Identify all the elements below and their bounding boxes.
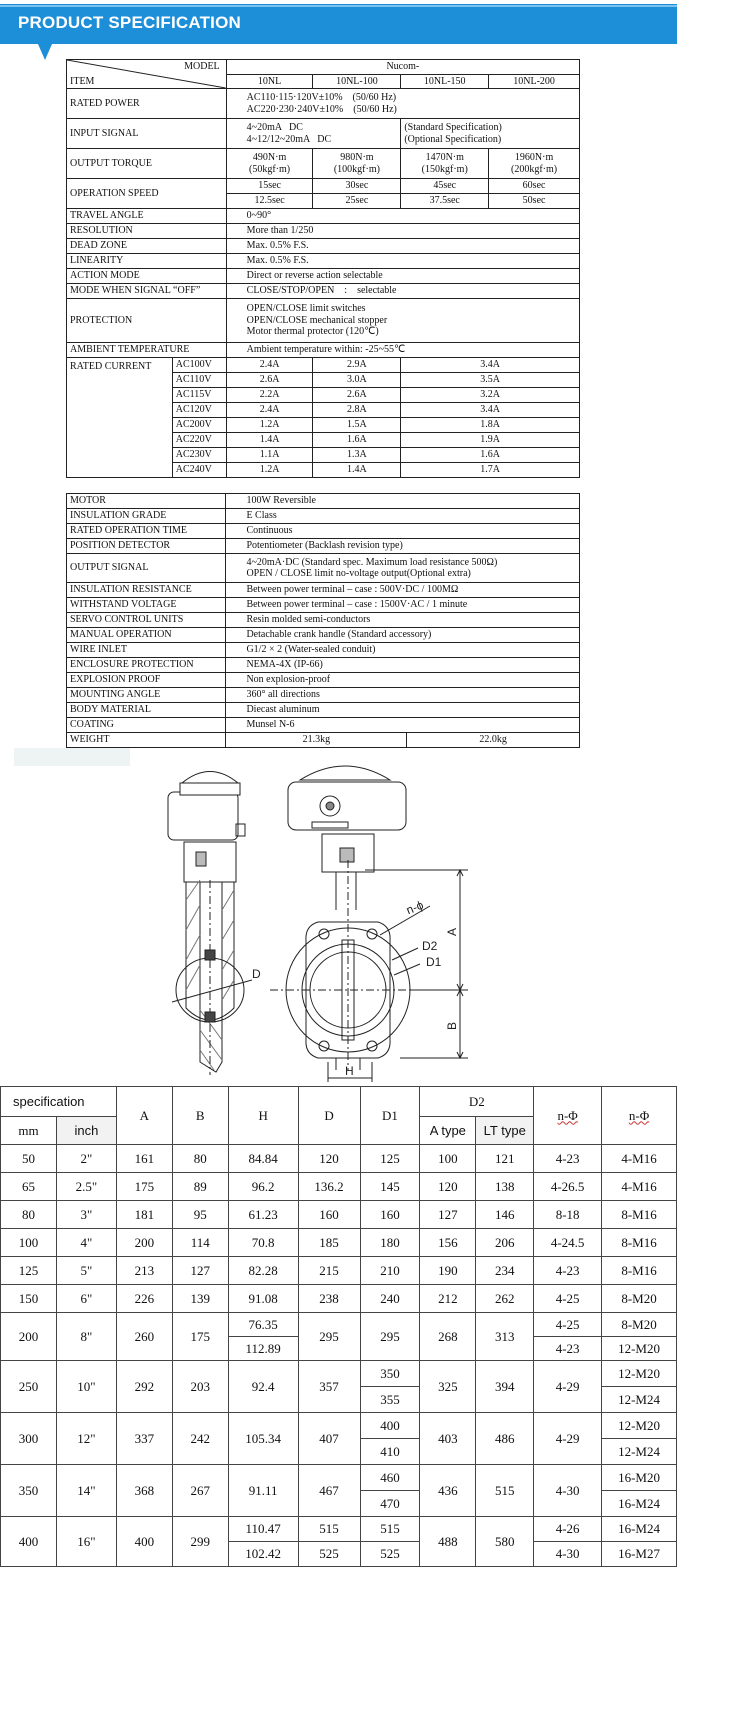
spec-value: Between power terminal – case : 500V·DC / 100MΩ — [226, 583, 580, 598]
cell-mm: 400 — [1, 1517, 57, 1567]
cell-nphi2: 12-M20 — [602, 1413, 677, 1439]
weight-value: 21.3kg — [226, 733, 407, 748]
cell-h: 70.8 — [228, 1229, 298, 1257]
cell-nphi1: 4-23 — [534, 1257, 602, 1285]
cell-d: 295 — [298, 1313, 360, 1361]
cell-h: 84.84 — [228, 1145, 298, 1173]
cell-b: 267 — [172, 1465, 228, 1517]
mode-off-label: MODE WHEN SIGNAL “OFF” — [67, 284, 227, 299]
input-signal-label: INPUT SIGNAL — [67, 119, 227, 149]
cell-nphi2: 8-M16 — [602, 1257, 677, 1285]
spec-label: ENCLOSURE PROTECTION — [67, 658, 226, 673]
voltage-label: AC200V — [172, 418, 226, 433]
cell-a: 213 — [116, 1257, 172, 1285]
nphi1-text: n-Φ — [557, 1107, 578, 1123]
speed-value: 45sec — [401, 179, 489, 194]
dead-zone-value: Max. 0.5% F.S. — [226, 239, 579, 254]
speed-value: 25sec — [313, 194, 401, 209]
header-banner — [0, 0, 677, 44]
spec-value: Continuous — [226, 524, 580, 539]
cell-lt-type: 580 — [476, 1517, 534, 1567]
current-value: 1.8A — [401, 418, 580, 433]
spec-value: Non explosion-proof — [226, 673, 580, 688]
cell-a: 337 — [116, 1413, 172, 1465]
cell-d1: 160 — [360, 1201, 420, 1229]
cell-a: 260 — [116, 1313, 172, 1361]
current-value: 2.4A — [226, 358, 313, 373]
spec-value: 4~20mA·DC (Standard spec. Maximum load resistance 500Ω) OPEN / CLOSE limit no-voltage output(Optional extra) — [226, 554, 580, 583]
cell-lt-type: 146 — [476, 1201, 534, 1229]
cell-nphi2: 8-M16 — [602, 1201, 677, 1229]
cell-d: 185 — [298, 1229, 360, 1257]
cell-a-type: 268 — [420, 1313, 476, 1361]
voltage-label: AC110V — [172, 373, 226, 388]
cell-a-type: 190 — [420, 1257, 476, 1285]
cell-d1: 400 — [360, 1413, 420, 1439]
cell-nphi2: 4-M16 — [602, 1145, 677, 1173]
cell-d: 357 — [298, 1361, 360, 1413]
mm-header: mm — [1, 1117, 57, 1145]
cell-nphi1: 4-24.5 — [534, 1229, 602, 1257]
cell-nphi2: 16-M24 — [602, 1517, 677, 1542]
cell-b: 139 — [172, 1285, 228, 1313]
cell-d1: 180 — [360, 1229, 420, 1257]
current-value: 2.8A — [313, 403, 401, 418]
cell-b: 299 — [172, 1517, 228, 1567]
cell-nphi1: 4-30 — [534, 1465, 602, 1517]
table-row — [1, 1313, 677, 1337]
voltage-label: AC230V — [172, 448, 226, 463]
cell-inch: 8" — [56, 1313, 116, 1361]
current-value: 1.2A — [226, 418, 313, 433]
current-value: 1.4A — [313, 463, 401, 478]
torque-value: 980N·m (100kgf·m) — [313, 149, 401, 179]
spec-value: E Class — [226, 509, 580, 524]
speed-value: 12.5sec — [226, 194, 313, 209]
table-row — [1, 1361, 677, 1387]
a-type-header: A type — [420, 1117, 476, 1145]
cell-d: 407 — [298, 1413, 360, 1465]
rated-power-label: RATED POWER — [67, 89, 227, 119]
cell-a-type: 156 — [420, 1229, 476, 1257]
spec-value: Detachable crank handle (Standard accessory) — [226, 628, 580, 643]
cell-mm: 125 — [1, 1257, 57, 1285]
cell-b: 127 — [172, 1257, 228, 1285]
model-name: 10NL-200 — [489, 74, 580, 89]
cell-d: 525 — [298, 1542, 360, 1567]
model-label: MODEL — [184, 61, 220, 72]
cell-nphi1: 4-26 — [534, 1517, 602, 1542]
ambient-value: Ambient temperature within: -25~55℃ — [226, 343, 579, 358]
lt-type-header: LT type — [476, 1117, 534, 1145]
cell-lt-type: 486 — [476, 1413, 534, 1465]
nphi2-text: n-Φ — [628, 1107, 650, 1123]
current-value: 1.6A — [401, 448, 580, 463]
spec-label: MOUNTING ANGLE — [67, 688, 226, 703]
cell-a-type: 403 — [420, 1413, 476, 1465]
dim-d-label: D — [252, 967, 261, 981]
cell-d1: 240 — [360, 1285, 420, 1313]
table-row — [1, 1413, 677, 1439]
speed-value: 50sec — [489, 194, 580, 209]
current-value: 2.2A — [226, 388, 313, 403]
table-row — [1, 1517, 677, 1542]
cell-d1: 145 — [360, 1173, 420, 1201]
spec-table-secondary — [66, 493, 580, 748]
dimension-table — [0, 1086, 677, 1567]
cell-b: 95 — [172, 1201, 228, 1229]
cell-d1: 460 — [360, 1465, 420, 1491]
current-value: 2.6A — [226, 373, 313, 388]
cell-h: 112.89 — [228, 1337, 298, 1361]
spec-label: INSULATION RESISTANCE — [67, 583, 226, 598]
cell-nphi2: 12-M24 — [602, 1439, 677, 1465]
cell-inch: 5" — [56, 1257, 116, 1285]
cell-inch: 2.5" — [56, 1173, 116, 1201]
inch-header: inch — [56, 1117, 116, 1145]
table-row — [1, 1285, 677, 1313]
cell-h: 61.23 — [228, 1201, 298, 1229]
cell-d: 238 — [298, 1285, 360, 1313]
cell-lt-type: 234 — [476, 1257, 534, 1285]
spec-label: WITHSTAND VOLTAGE — [67, 598, 226, 613]
cell-inch: 10" — [56, 1361, 116, 1413]
col-b-header: B — [172, 1087, 228, 1145]
cell-nphi1: 4-29 — [534, 1413, 602, 1465]
cell-nphi2: 8-M16 — [602, 1229, 677, 1257]
cell-inch: 12" — [56, 1413, 116, 1465]
cell-d: 467 — [298, 1465, 360, 1517]
spec-value: 100W Reversible — [226, 494, 580, 509]
cell-a: 292 — [116, 1361, 172, 1413]
cell-nphi1: 4-25 — [534, 1313, 602, 1337]
cell-d: 120 — [298, 1145, 360, 1173]
cell-d1: 470 — [360, 1491, 420, 1517]
table-row — [1, 1465, 677, 1491]
cell-nphi2: 8-M20 — [602, 1313, 677, 1337]
col-h-header: H — [228, 1087, 298, 1145]
cell-inch: 14" — [56, 1465, 116, 1517]
spec-label: RATED OPERATION TIME — [67, 524, 226, 539]
spec-table-main — [66, 59, 580, 478]
cell-d1: 410 — [360, 1439, 420, 1465]
cell-lt-type: 138 — [476, 1173, 534, 1201]
n-phi-label: n-ϕ — [404, 897, 426, 918]
input-signal-note: (Standard Specification) (Optional Specification) — [401, 119, 580, 149]
current-value: 1.5A — [313, 418, 401, 433]
output-torque-label: OUTPUT TORQUE — [67, 149, 227, 179]
valve-drawing — [0, 748, 677, 1083]
voltage-label: AC120V — [172, 403, 226, 418]
dim-h-label: H — [345, 1064, 354, 1078]
cell-d1: 515 — [360, 1517, 420, 1542]
dim-b-label: B — [445, 1021, 459, 1030]
torque-value: 490N·m (50kgf·m) — [226, 149, 313, 179]
cell-nphi1: 8-18 — [534, 1201, 602, 1229]
dead-zone-label: DEAD ZONE — [67, 239, 227, 254]
rated-current-label: RATED CURRENT — [67, 358, 173, 478]
protection-label: PROTECTION — [67, 299, 227, 343]
current-value: 1.6A — [313, 433, 401, 448]
cell-mm: 250 — [1, 1361, 57, 1413]
dim-a-label: A — [445, 927, 459, 936]
current-value: 2.6A — [313, 388, 401, 403]
current-value: 1.1A — [226, 448, 313, 463]
spec-value: Resin molded semi-conductors — [226, 613, 580, 628]
cell-d: 215 — [298, 1257, 360, 1285]
spec-value: Between power terminal – case : 1500V·AC / 1 minute — [226, 598, 580, 613]
torque-value: 1470N·m (150kgf·m) — [401, 149, 489, 179]
rated-power-value: AC110·115·120V±10% (50/60 Hz) AC220·230·240V±10% (50/60 Hz) — [226, 89, 579, 119]
cell-nphi1: 4-23 — [534, 1337, 602, 1361]
input-signal-value: 4~20mA DC 4~12/12~20mA DC — [226, 119, 401, 149]
spec-label: OUTPUT SIGNAL — [67, 554, 226, 583]
cell-b: 175 — [172, 1313, 228, 1361]
cell-h: 105.34 — [228, 1413, 298, 1465]
spec-label: INSULATION GRADE — [67, 509, 226, 524]
cell-a-type: 212 — [420, 1285, 476, 1313]
front-view — [270, 766, 468, 1082]
cell-d1: 295 — [360, 1313, 420, 1361]
table-row — [1, 1201, 677, 1229]
cell-h: 82.28 — [228, 1257, 298, 1285]
cell-mm: 80 — [1, 1201, 57, 1229]
table-row — [1, 1145, 677, 1173]
cell-b: 89 — [172, 1173, 228, 1201]
cell-nphi1: 4-29 — [534, 1361, 602, 1413]
spec-value: NEMA-4X (IP-66) — [226, 658, 580, 673]
weight-value: 22.0kg — [407, 733, 580, 748]
cell-a-type: 127 — [420, 1201, 476, 1229]
linearity-label: LINEARITY — [67, 254, 227, 269]
cell-inch: 16" — [56, 1517, 116, 1567]
voltage-label: AC100V — [172, 358, 226, 373]
torque-value: 1960N·m (200kgf·m) — [489, 149, 580, 179]
spec-label: SERVO CONTROL UNITS — [67, 613, 226, 628]
cell-b: 242 — [172, 1413, 228, 1465]
cell-lt-type: 515 — [476, 1465, 534, 1517]
cell-nphi2: 8-M20 — [602, 1285, 677, 1313]
cell-lt-type: 206 — [476, 1229, 534, 1257]
cell-inch: 4" — [56, 1229, 116, 1257]
speed-value: 37.5sec — [401, 194, 489, 209]
cell-h: 91.11 — [228, 1465, 298, 1517]
table-row — [1, 1173, 677, 1201]
current-value: 3.5A — [401, 373, 580, 388]
cell-d1: 355 — [360, 1387, 420, 1413]
cell-a: 226 — [116, 1285, 172, 1313]
cell-a: 400 — [116, 1517, 172, 1567]
cell-lt-type: 262 — [476, 1285, 534, 1313]
cell-b: 203 — [172, 1361, 228, 1413]
cell-nphi1: 4-23 — [534, 1145, 602, 1173]
cell-d1: 125 — [360, 1145, 420, 1173]
dim-d2-label: D2 — [422, 939, 438, 953]
voltage-label: AC240V — [172, 463, 226, 478]
cell-a: 200 — [116, 1229, 172, 1257]
cell-d: 136.2 — [298, 1173, 360, 1201]
resolution-label: RESOLUTION — [67, 224, 227, 239]
table-row — [1, 1257, 677, 1285]
action-mode-value: Direct or reverse action selectable — [226, 269, 579, 284]
model-item-header — [67, 60, 227, 89]
cell-inch: 3" — [56, 1201, 116, 1229]
voltage-label: AC220V — [172, 433, 226, 448]
linearity-value: Max. 0.5% F.S. — [226, 254, 579, 269]
model-name: 10NL — [226, 74, 313, 89]
current-value: 2.9A — [313, 358, 401, 373]
col-nphi2-header — [602, 1087, 677, 1145]
current-value: 3.0A — [313, 373, 401, 388]
cell-d1: 350 — [360, 1361, 420, 1387]
ambient-label: AMBIENT TEMPERATURE — [67, 343, 227, 358]
cell-a-type: 488 — [420, 1517, 476, 1567]
spec-label: WIRE INLET — [67, 643, 226, 658]
cell-a: 161 — [116, 1145, 172, 1173]
current-value: 1.7A — [401, 463, 580, 478]
cell-mm: 300 — [1, 1413, 57, 1465]
table-row — [1, 1229, 677, 1257]
cell-a-type: 100 — [420, 1145, 476, 1173]
cell-h: 110.47 — [228, 1517, 298, 1542]
spec-label: POSITION DETECTOR — [67, 539, 226, 554]
cell-a-type: 325 — [420, 1361, 476, 1413]
cell-mm: 200 — [1, 1313, 57, 1361]
cell-nphi2: 12-M20 — [602, 1337, 677, 1361]
cell-mm: 150 — [1, 1285, 57, 1313]
cell-b: 114 — [172, 1229, 228, 1257]
cell-a: 175 — [116, 1173, 172, 1201]
current-value: 3.4A — [401, 358, 580, 373]
cell-lt-type: 394 — [476, 1361, 534, 1413]
model-name: 10NL-150 — [401, 74, 489, 89]
cell-b: 80 — [172, 1145, 228, 1173]
cell-nphi2: 4-M16 — [602, 1173, 677, 1201]
cell-h: 92.4 — [228, 1361, 298, 1413]
model-name: 10NL-100 — [313, 74, 401, 89]
cell-lt-type: 121 — [476, 1145, 534, 1173]
spec-label: MOTOR — [67, 494, 226, 509]
cell-nphi1: 4-25 — [534, 1285, 602, 1313]
cell-h: 96.2 — [228, 1173, 298, 1201]
spec-label: EXPLOSION PROOF — [67, 673, 226, 688]
current-value: 1.3A — [313, 448, 401, 463]
cell-d1: 210 — [360, 1257, 420, 1285]
mode-off-value: CLOSE/STOP/OPEN : selectable — [226, 284, 579, 299]
cell-nphi2: 12-M20 — [602, 1361, 677, 1387]
col-d1-header: D1 — [360, 1087, 420, 1145]
action-mode-label: ACTION MODE — [67, 269, 227, 284]
spec-label: BODY MATERIAL — [67, 703, 226, 718]
cell-a-type: 120 — [420, 1173, 476, 1201]
current-value: 3.4A — [401, 403, 580, 418]
cell-h: 102.42 — [228, 1542, 298, 1567]
col-a-header: A — [116, 1087, 172, 1145]
cell-nphi2: 16-M20 — [602, 1465, 677, 1491]
spec-value: Potentiometer (Backlash revision type) — [226, 539, 580, 554]
speed-value: 30sec — [313, 179, 401, 194]
cell-mm: 100 — [1, 1229, 57, 1257]
cell-d1: 525 — [360, 1542, 420, 1567]
cell-a: 181 — [116, 1201, 172, 1229]
current-value: 1.4A — [226, 433, 313, 448]
protection-value: OPEN/CLOSE limit switches OPEN/CLOSE mechanical stopper Motor thermal protector (120℃) — [226, 299, 579, 343]
current-value: 1.2A — [226, 463, 313, 478]
cell-nphi2: 16-M27 — [602, 1542, 677, 1567]
spec-value: Diecast aluminum — [226, 703, 580, 718]
current-value: 2.4A — [226, 403, 313, 418]
cell-lt-type: 313 — [476, 1313, 534, 1361]
cell-a-type: 436 — [420, 1465, 476, 1517]
cell-inch: 2" — [56, 1145, 116, 1173]
cell-nphi2: 16-M24 — [602, 1491, 677, 1517]
side-view — [168, 772, 252, 1076]
resolution-value: More than 1/250 — [226, 224, 579, 239]
spec-label: COATING — [67, 718, 226, 733]
dim-d1-label: D1 — [426, 955, 442, 969]
speed-value: 15sec — [226, 179, 313, 194]
col-nphi1-header — [534, 1087, 602, 1145]
operation-speed-label: OPERATION SPEED — [67, 179, 227, 209]
cell-d: 160 — [298, 1201, 360, 1229]
cell-a: 368 — [116, 1465, 172, 1517]
col-d2-header: D2 — [420, 1087, 534, 1117]
speed-value: 60sec — [489, 179, 580, 194]
col-d-header: D — [298, 1087, 360, 1145]
spec-label: MANUAL OPERATION — [67, 628, 226, 643]
current-value: 3.2A — [401, 388, 580, 403]
travel-angle-label: TRAVEL ANGLE — [67, 209, 227, 224]
banner-pointer — [38, 44, 52, 60]
spec-header: specification — [1, 1087, 117, 1117]
weight-label: WEIGHT — [67, 733, 226, 748]
travel-angle-value: 0~90° — [226, 209, 579, 224]
page-title: PRODUCT SPECIFICATION — [18, 13, 242, 32]
cell-d: 515 — [298, 1517, 360, 1542]
item-label: ITEM — [70, 75, 95, 87]
series-name: Nucom- — [226, 60, 579, 75]
cell-nphi1: 4-26.5 — [534, 1173, 602, 1201]
spec-value: G1/2 × 2 (Water-sealed conduit) — [226, 643, 580, 658]
cell-mm: 350 — [1, 1465, 57, 1517]
cell-h: 76.35 — [228, 1313, 298, 1337]
cell-nphi2: 12-M24 — [602, 1387, 677, 1413]
cell-mm: 50 — [1, 1145, 57, 1173]
voltage-label: AC115V — [172, 388, 226, 403]
cell-nphi1: 4-30 — [534, 1542, 602, 1567]
current-value: 1.9A — [401, 433, 580, 448]
spec-value: 360° all directions — [226, 688, 580, 703]
cell-inch: 6" — [56, 1285, 116, 1313]
spec-value: Munsel N-6 — [226, 718, 580, 733]
cell-h: 91.08 — [228, 1285, 298, 1313]
cell-mm: 65 — [1, 1173, 57, 1201]
